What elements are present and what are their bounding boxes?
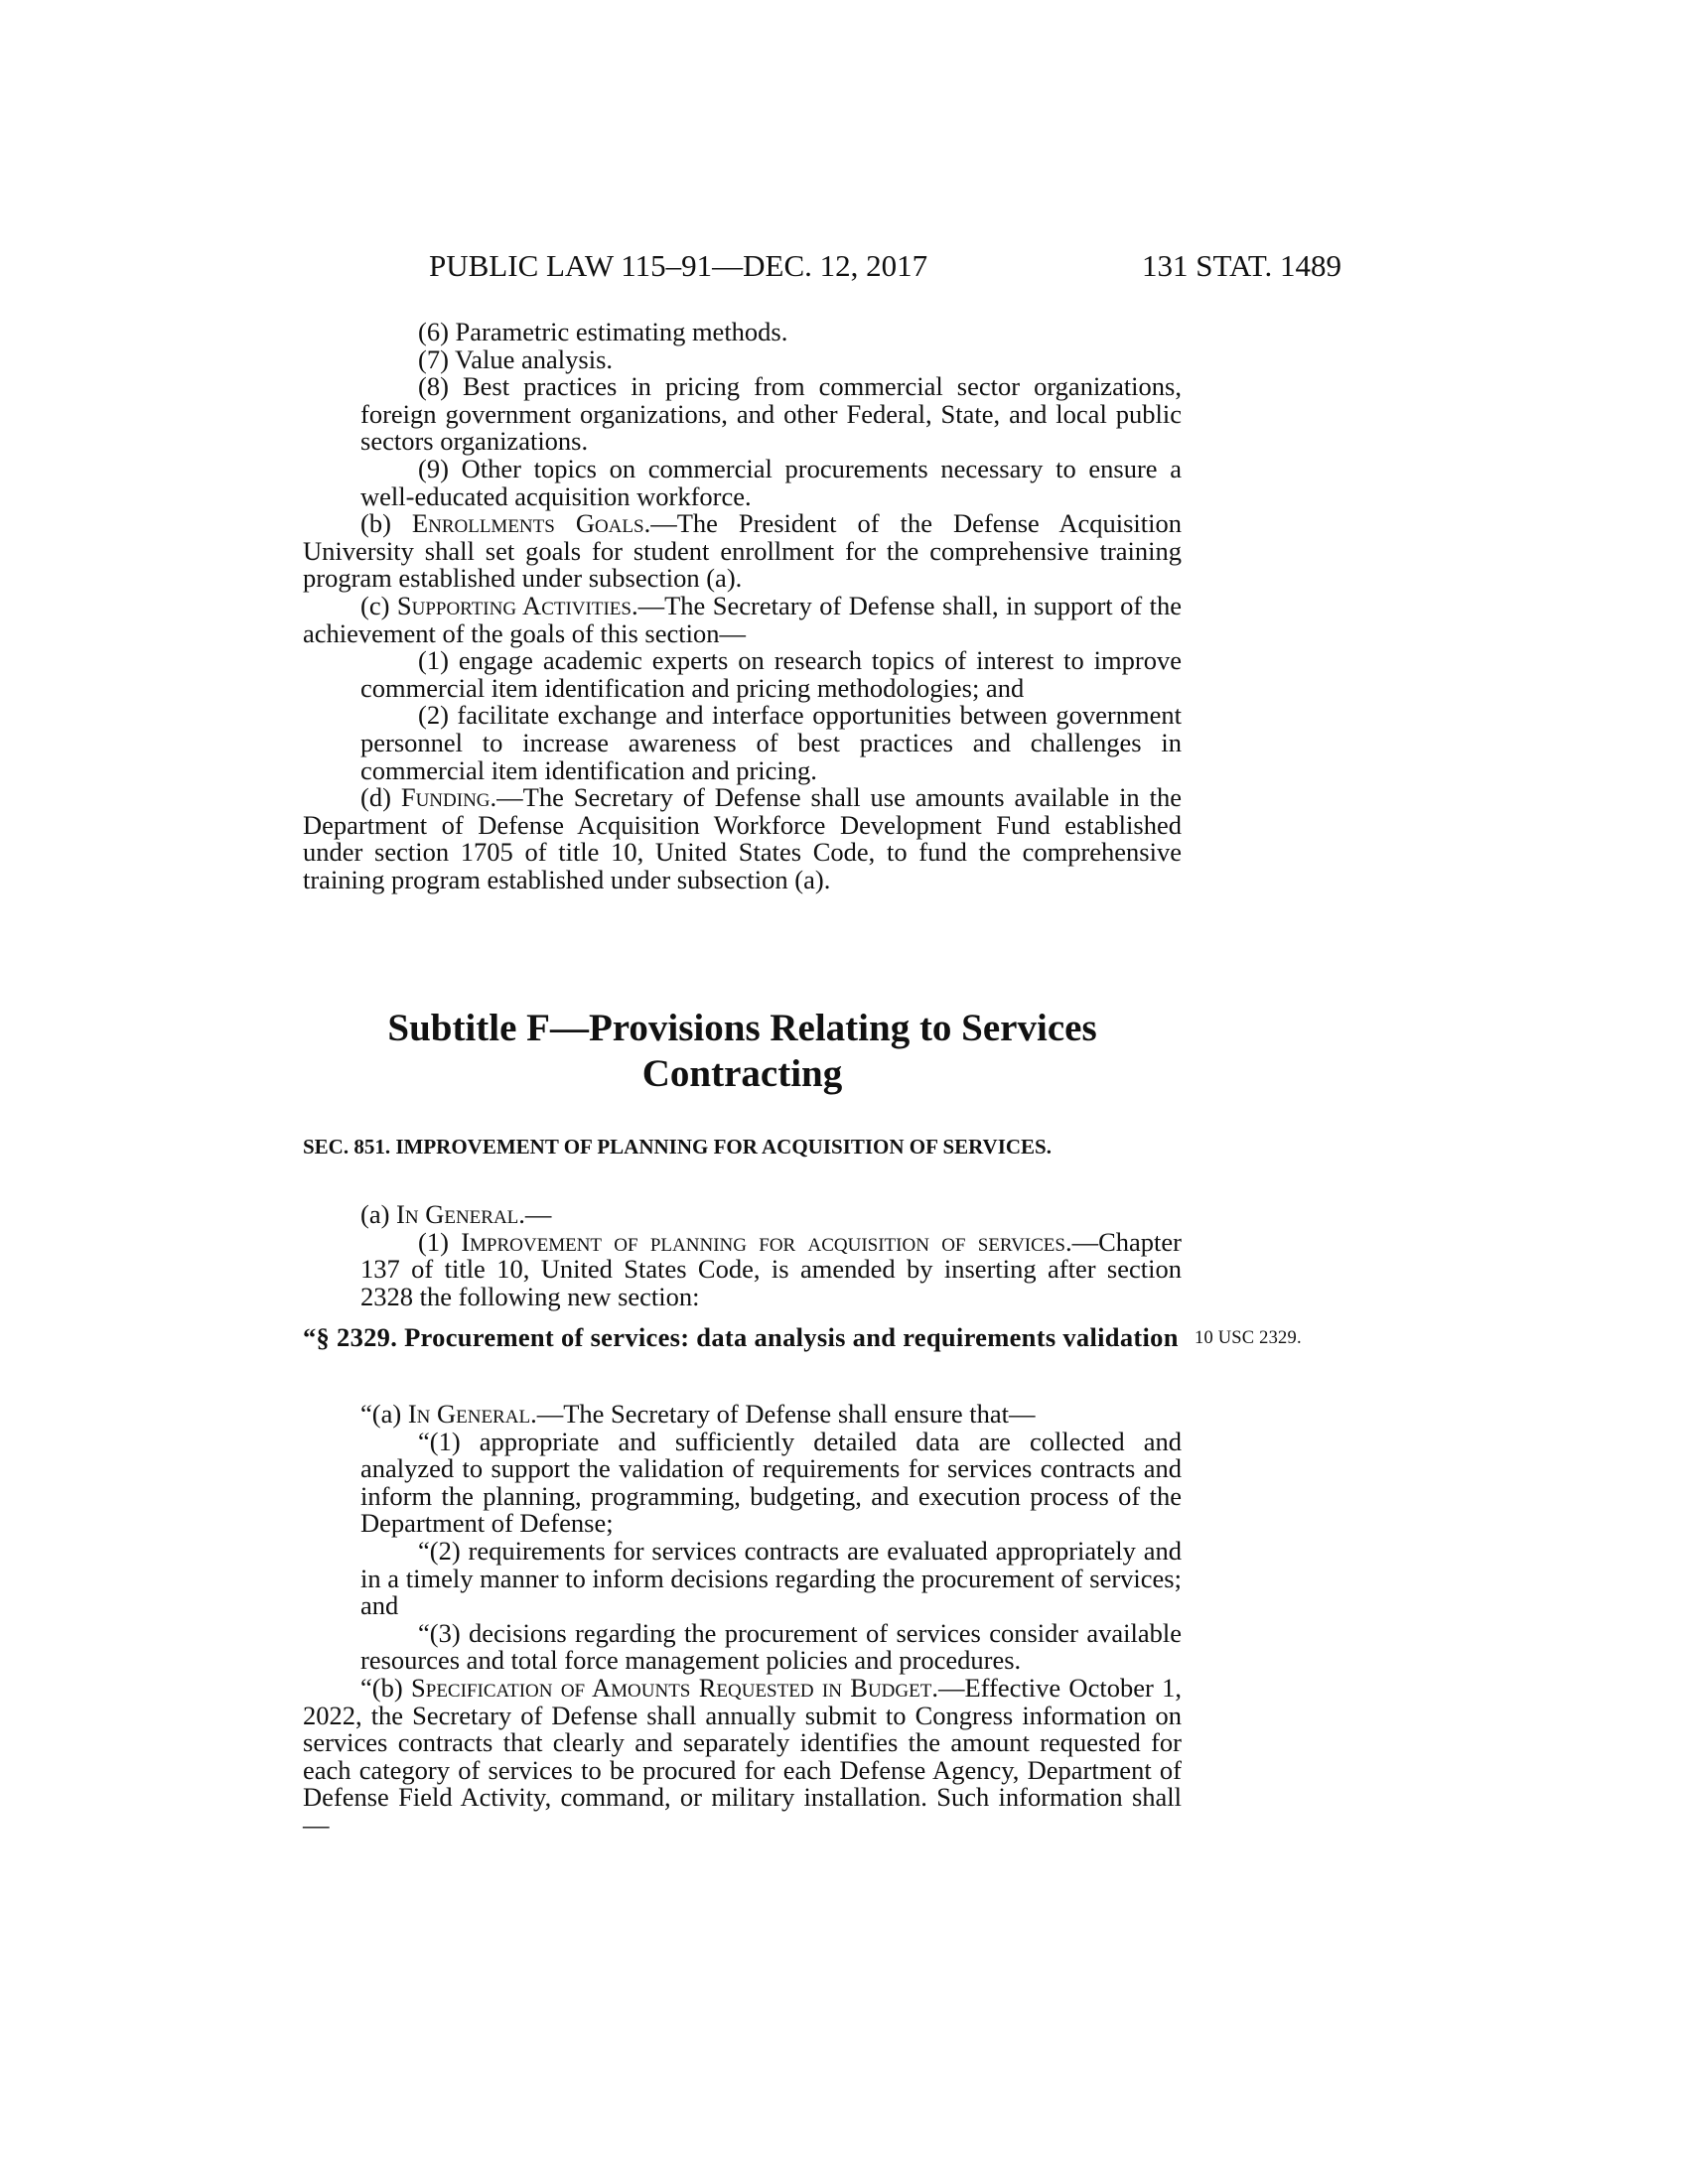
list-item: (1) engage academic experts on research topics of interest to improve commercial item identification and pricing methodologies; and bbox=[360, 645, 1182, 703]
list-item: “(2) requirements for services contracts are evaluated appropriately and in a timely manner to inform decisions regarding the procurement of services; and bbox=[360, 1535, 1182, 1621]
stat-page-number: 131 STAT. 1489 bbox=[1142, 248, 1342, 283]
new-section-heading: “§ 2329. Procurement of services: data analysis and requirements validation bbox=[303, 1322, 1179, 1352]
paragraph-a1: (1) Improvement of planning for acquisition of services.—Chapter 137 of title 10, United States Code, is amended by inserting after section 2328 the following new section: bbox=[360, 1226, 1182, 1311]
subtitle-heading bbox=[303, 1006, 1182, 1097]
subsection-heading: In General bbox=[396, 1199, 519, 1229]
list-item: (2) facilitate exchange and interface opportunities between government personnel to increase awareness of best practices and challenges in commercial item identification and pricing. bbox=[360, 700, 1182, 785]
list-item: “(1) appropriate and sufficiently detailed data are collected and analyzed to support the validation of requirements for services contracts and inform the planning, programming, budgeting, and execution process of the Department of Defense; bbox=[360, 1426, 1182, 1539]
subsection-heading: Supporting Activities bbox=[396, 590, 632, 620]
subsection-b: (b) Enrollments Goals.—The President of the Defense Acquisition University shall set goals for student enrollment for the comprehensive training program established under subsection (a). bbox=[303, 508, 1182, 594]
subsection-heading: Specification of Amounts Requested in Budget bbox=[411, 1672, 932, 1703]
list-item: “(3) decisions regarding the procurement of services consider available resources and total force management policies and procedures. bbox=[360, 1617, 1182, 1676]
page-header bbox=[0, 248, 1688, 288]
subsection-heading: In General bbox=[407, 1399, 531, 1429]
subtitle-line: Subtitle F—Provisions Relating to Services bbox=[387, 1007, 1097, 1049]
body-text-top bbox=[303, 319, 1182, 893]
body-text-section bbox=[303, 1201, 1182, 1310]
new-subsection-a: “(a) In General.—The Secretary of Defense shall ensure that— bbox=[360, 1399, 1036, 1429]
margin-note: 10 USC 2329. bbox=[1195, 1328, 1302, 1348]
subsection-heading: Funding bbox=[400, 782, 491, 813]
list-item: (6) Parametric estimating methods. bbox=[418, 317, 788, 346]
subsection-c: (c) Supporting Activities.—The Secretary of Defense shall, in support of the achievement of the goals of this section— bbox=[303, 590, 1182, 648]
subtitle-line: Contracting bbox=[641, 1052, 843, 1095]
subsection-d: (d) Funding.—The Secretary of Defense shall use amounts available in the Department of Defense Acquisition Workforce Development Fund established under section 1705 of title 10, United States Code, to fund the comprehensive training program established under subsection (a). bbox=[303, 782, 1182, 894]
subsection-heading: Enrollments Goals bbox=[411, 508, 644, 539]
list-item: (8) Best practices in pricing from commercial sector organizations, foreign government organizations, and other Federal, State, and local public sectors organizations. bbox=[360, 371, 1182, 457]
running-head: PUBLIC LAW 115–91—DEC. 12, 2017 bbox=[429, 248, 928, 283]
list-item: (7) Value analysis. bbox=[418, 343, 614, 374]
paragraph-heading: Improvement of planning for acquisition of services bbox=[461, 1226, 1065, 1257]
body-text-new-section bbox=[303, 1401, 1182, 1840]
section-heading: SEC. 851. IMPROVEMENT OF PLANNING FOR ACQUISITION OF SERVICES. bbox=[303, 1135, 1052, 1159]
new-subsection-b: “(b) Specification of Amounts Requested in Budget.—Effective October 1, 2022, the Secretary of Defense shall annually submit to Congress information on services contracts that clearly and separately identifies the amount requested for each category of services to be procured for each Defense Agency, Department of Defense Field Activity, command, or military installation. Such information shall— bbox=[303, 1672, 1183, 1840]
subsection-a: (a) In General.— bbox=[360, 1199, 552, 1229]
list-item: (9) Other topics on commercial procurements necessary to ensure a well-educated acquisition workforce. bbox=[360, 453, 1182, 511]
